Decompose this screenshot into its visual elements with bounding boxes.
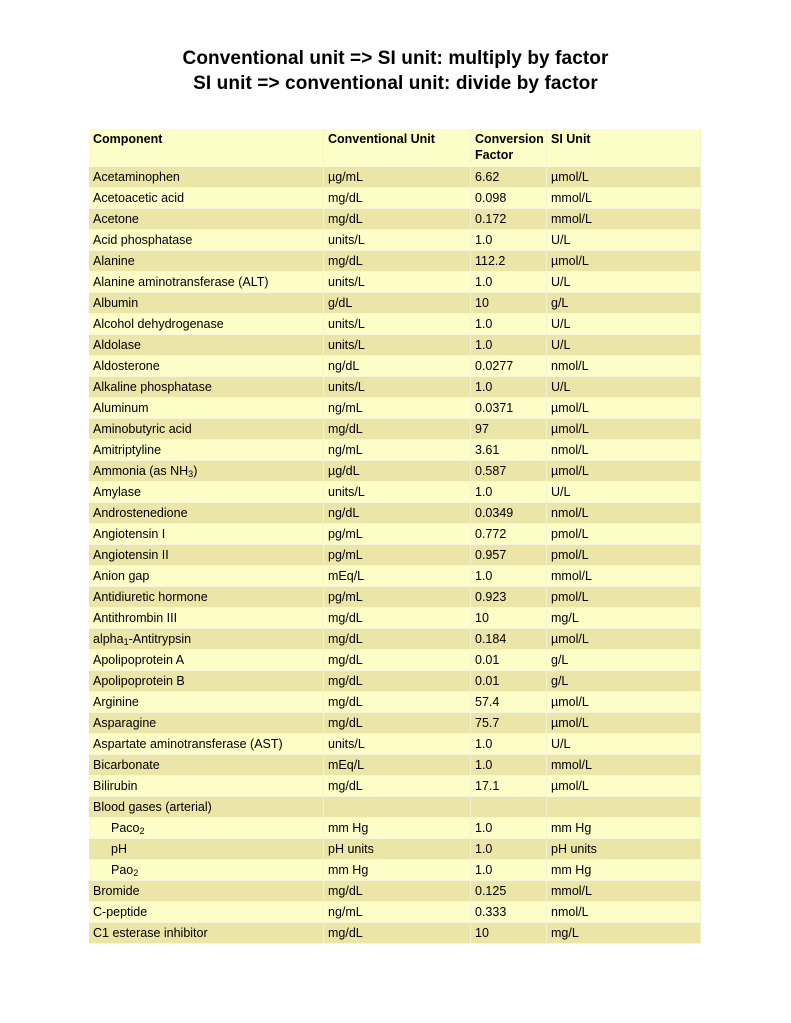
cell-si-unit: pmol/L [547,587,701,608]
cell-conversion-factor: 10 [471,608,547,629]
component-name: Aminobutyric acid [93,422,192,436]
cell-conventional-unit: units/L [324,314,471,335]
cell-component [89,209,324,230]
cell-component [89,839,324,860]
cell-component [89,713,324,734]
cell-conventional-unit: pg/mL [324,587,471,608]
cell-conventional-unit: ng/mL [324,398,471,419]
cell-si-unit: g/L [547,650,701,671]
component-name: Ammonia (as NH [93,464,189,478]
table-row [89,314,701,335]
cell-si-unit: mmol/L [547,188,701,209]
cell-conventional-unit: mg/dL [324,776,471,797]
cell-conversion-factor: 0.957 [471,545,547,566]
cell-component [89,566,324,587]
cell-conventional-unit: mm Hg [324,860,471,881]
table-row [89,755,701,776]
table-row [89,545,701,566]
cell-si-unit: mmol/L [547,566,701,587]
title-line-2: SI unit => conventional unit: divide by factor [193,73,598,94]
cell-component [89,692,324,713]
table-row [89,650,701,671]
table-row [89,566,701,587]
cell-component [89,860,324,881]
table-body [89,167,701,944]
table-row [89,797,701,818]
component-suffix: ) [193,464,198,478]
cell-si-unit: pH units [547,839,701,860]
cell-conversion-factor: 6.62 [471,167,547,188]
table-row [89,461,701,482]
cell-conventional-unit: µg/mL [324,167,471,188]
cell-si-unit: µmol/L [547,713,701,734]
cell-conventional-unit: mEq/L [324,566,471,587]
cell-conventional-unit: units/L [324,272,471,293]
cell-conversion-factor: 17.1 [471,776,547,797]
cell-conversion-factor: 1.0 [471,734,547,755]
cell-component [89,461,324,482]
cell-conversion-factor: 0.587 [471,461,547,482]
cell-conventional-unit: ng/mL [324,902,471,923]
table-row [89,377,701,398]
cell-conventional-unit: mg/dL [324,209,471,230]
cell-conventional-unit: mg/dL [324,650,471,671]
cell-conversion-factor: 0.098 [471,188,547,209]
cell-si-unit: mm Hg [547,818,701,839]
component-name: Angiotensin II [93,548,169,562]
cell-component [89,587,324,608]
table-row [89,293,701,314]
column-header-conventional-unit: Conventional Unit [324,129,471,167]
cell-conversion-factor: 1.0 [471,314,547,335]
component-name: Androstenedione [93,506,188,520]
table-row [89,482,701,503]
cell-conversion-factor: 0.0349 [471,503,547,524]
cell-si-unit: µmol/L [547,398,701,419]
cell-si-unit: µmol/L [547,167,701,188]
table-row [89,188,701,209]
component-name: C1 esterase inhibitor [93,926,208,940]
cell-si-unit: µmol/L [547,629,701,650]
cell-conversion-factor: 1.0 [471,566,547,587]
component-name: Bromide [93,884,140,898]
cell-si-unit: U/L [547,230,701,251]
conversion-table [89,129,701,944]
table-row [89,587,701,608]
component-name: Alkaline phosphatase [93,380,212,394]
cell-conventional-unit: units/L [324,482,471,503]
cell-conversion-factor: 1.0 [471,860,547,881]
cell-component [89,314,324,335]
table-row [89,419,701,440]
cell-component [89,251,324,272]
cell-conventional-unit: mg/dL [324,188,471,209]
cell-conventional-unit: mm Hg [324,818,471,839]
cell-si-unit: pmol/L [547,524,701,545]
cell-conversion-factor [471,797,547,818]
component-name: Acid phosphatase [93,233,193,247]
table-row [89,272,701,293]
cell-component [89,419,324,440]
component-name: Acetone [93,212,139,226]
cell-conversion-factor: 1.0 [471,482,547,503]
cell-si-unit: U/L [547,377,701,398]
cell-conventional-unit [324,797,471,818]
table-row [89,818,701,839]
cell-conversion-factor: 0.125 [471,881,547,902]
cell-si-unit: mm Hg [547,860,701,881]
component-name: Asparagine [93,716,157,730]
component-name: pH [111,842,127,856]
cell-conversion-factor: 75.7 [471,713,547,734]
cell-component [89,608,324,629]
component-name: Amitriptyline [93,443,162,457]
column-header-si-unit: SI Unit [547,129,701,167]
table-row [89,167,701,188]
cell-conventional-unit: ng/mL [324,440,471,461]
table-row [89,671,701,692]
cell-si-unit: U/L [547,314,701,335]
cell-si-unit: U/L [547,272,701,293]
cell-component [89,293,324,314]
cell-si-unit: nmol/L [547,356,701,377]
component-name: Blood gases (arterial) [93,800,212,814]
cell-component [89,167,324,188]
cell-conventional-unit: mg/dL [324,713,471,734]
cell-si-unit: mg/L [547,608,701,629]
cell-si-unit: mmol/L [547,209,701,230]
cell-si-unit: pmol/L [547,545,701,566]
component-name: Albumin [93,296,139,310]
table-row [89,860,701,881]
table-row [89,251,701,272]
cell-conversion-factor: 57.4 [471,692,547,713]
cell-component [89,482,324,503]
component-subscript: 2 [133,868,139,878]
cell-conventional-unit: mg/dL [324,881,471,902]
cell-conventional-unit: mg/dL [324,671,471,692]
component-suffix: -Antitrypsin [128,632,192,646]
component-subscript: 1 [123,637,129,647]
component-name: Apolipoprotein A [93,653,185,667]
column-header-conversion-factor: Conversion Factor [471,129,547,167]
component-name: Aspartate aminotransferase (AST) [93,737,283,751]
table-row [89,734,701,755]
cell-conversion-factor: 1.0 [471,272,547,293]
table-row [89,902,701,923]
cell-component [89,188,324,209]
table-row [89,503,701,524]
cell-si-unit: µmol/L [547,251,701,272]
cell-conversion-factor: 3.61 [471,440,547,461]
table-row [89,839,701,860]
cell-component [89,923,324,944]
component-name: Antidiuretic hormone [93,590,208,604]
component-name: Alcohol dehydrogenase [93,317,224,331]
table-row [89,209,701,230]
cell-conventional-unit: units/L [324,734,471,755]
cell-conversion-factor: 1.0 [471,755,547,776]
page-header [0,46,791,96]
cell-conversion-factor: 0.184 [471,629,547,650]
cell-conventional-unit: ng/dL [324,503,471,524]
cell-component [89,797,324,818]
cell-conventional-unit: mg/dL [324,629,471,650]
cell-conventional-unit: units/L [324,335,471,356]
cell-si-unit: nmol/L [547,503,701,524]
cell-conversion-factor: 0.333 [471,902,547,923]
table-row [89,692,701,713]
cell-component [89,356,324,377]
table-row [89,608,701,629]
cell-component [89,503,324,524]
cell-conventional-unit: mg/dL [324,251,471,272]
cell-component [89,650,324,671]
cell-conversion-factor: 1.0 [471,335,547,356]
table-row [89,524,701,545]
cell-component [89,398,324,419]
component-name: Anion gap [93,569,150,583]
cell-conversion-factor: 0.0277 [471,356,547,377]
cell-component [89,524,324,545]
component-name: Aldosterone [93,359,160,373]
cell-conversion-factor: 1.0 [471,377,547,398]
cell-si-unit: µmol/L [547,692,701,713]
cell-conversion-factor: 1.0 [471,839,547,860]
component-name: C-peptide [93,905,148,919]
table-row [89,881,701,902]
cell-conversion-factor: 97 [471,419,547,440]
cell-si-unit: nmol/L [547,440,701,461]
table-row [89,335,701,356]
cell-component [89,335,324,356]
table-row [89,923,701,944]
cell-conversion-factor: 10 [471,923,547,944]
cell-si-unit: mmol/L [547,881,701,902]
table-row [89,356,701,377]
cell-si-unit: mmol/L [547,755,701,776]
cell-component [89,545,324,566]
cell-component [89,734,324,755]
table-row [89,713,701,734]
cell-conventional-unit: g/dL [324,293,471,314]
cell-component [89,230,324,251]
table-header-row [89,129,701,167]
cell-conventional-unit: units/L [324,377,471,398]
component-name: Antithrombin III [93,611,178,625]
cell-component [89,272,324,293]
cell-conventional-unit: mg/dL [324,923,471,944]
table-row [89,776,701,797]
component-subscript: 2 [139,826,145,836]
cell-si-unit: µmol/L [547,419,701,440]
cell-component [89,818,324,839]
component-name: alpha [93,632,124,646]
cell-component [89,902,324,923]
table-row [89,398,701,419]
component-name: Pao [111,863,134,877]
cell-si-unit: µmol/L [547,461,701,482]
cell-component [89,671,324,692]
cell-conversion-factor: 10 [471,293,547,314]
component-name: Bilirubin [93,779,138,793]
component-name: Paco [111,821,140,835]
cell-si-unit: U/L [547,482,701,503]
column-header-component: Component [89,129,324,167]
title-line-1: Conventional unit => SI unit: multiply by factor [182,48,609,69]
component-name: Aluminum [93,401,149,415]
cell-si-unit: U/L [547,734,701,755]
cell-conversion-factor: 0.923 [471,587,547,608]
cell-conversion-factor: 0.01 [471,671,547,692]
cell-conversion-factor: 1.0 [471,818,547,839]
cell-si-unit: g/L [547,671,701,692]
cell-conversion-factor: 0.0371 [471,398,547,419]
component-name: Aldolase [93,338,141,352]
cell-conversion-factor: 112.2 [471,251,547,272]
cell-si-unit: g/L [547,293,701,314]
component-name: Angiotensin I [93,527,166,541]
cell-si-unit: U/L [547,335,701,356]
component-name: Bicarbonate [93,758,160,772]
component-name: Alanine [93,254,135,268]
cell-conventional-unit: mg/dL [324,608,471,629]
cell-component [89,755,324,776]
table-row [89,629,701,650]
table-row [89,440,701,461]
cell-component [89,629,324,650]
cell-si-unit [547,797,701,818]
table-row [89,230,701,251]
cell-component [89,440,324,461]
cell-component [89,776,324,797]
cell-conversion-factor: 1.0 [471,230,547,251]
cell-conventional-unit: mEq/L [324,755,471,776]
cell-conventional-unit: units/L [324,230,471,251]
component-name: Apolipoprotein B [93,674,185,688]
cell-conventional-unit: ng/dL [324,356,471,377]
component-name: Acetaminophen [93,170,180,184]
cell-conversion-factor: 0.172 [471,209,547,230]
cell-si-unit: µmol/L [547,776,701,797]
cell-conventional-unit: mg/dL [324,419,471,440]
cell-component [89,377,324,398]
component-name: Acetoacetic acid [93,191,185,205]
cell-si-unit: mg/L [547,923,701,944]
cell-conversion-factor: 0.772 [471,524,547,545]
component-name: Alanine aminotransferase (ALT) [93,275,269,289]
cell-component [89,881,324,902]
component-name: Arginine [93,695,139,709]
cell-conventional-unit: mg/dL [324,692,471,713]
cell-conversion-factor: 0.01 [471,650,547,671]
cell-conventional-unit: µg/dL [324,461,471,482]
conversion-table-container [89,129,701,944]
cell-conventional-unit: pg/mL [324,545,471,566]
cell-si-unit: nmol/L [547,902,701,923]
cell-conventional-unit: pg/mL [324,524,471,545]
component-subscript: 3 [188,469,194,479]
component-name: Amylase [93,485,141,499]
cell-conventional-unit: pH units [324,839,471,860]
